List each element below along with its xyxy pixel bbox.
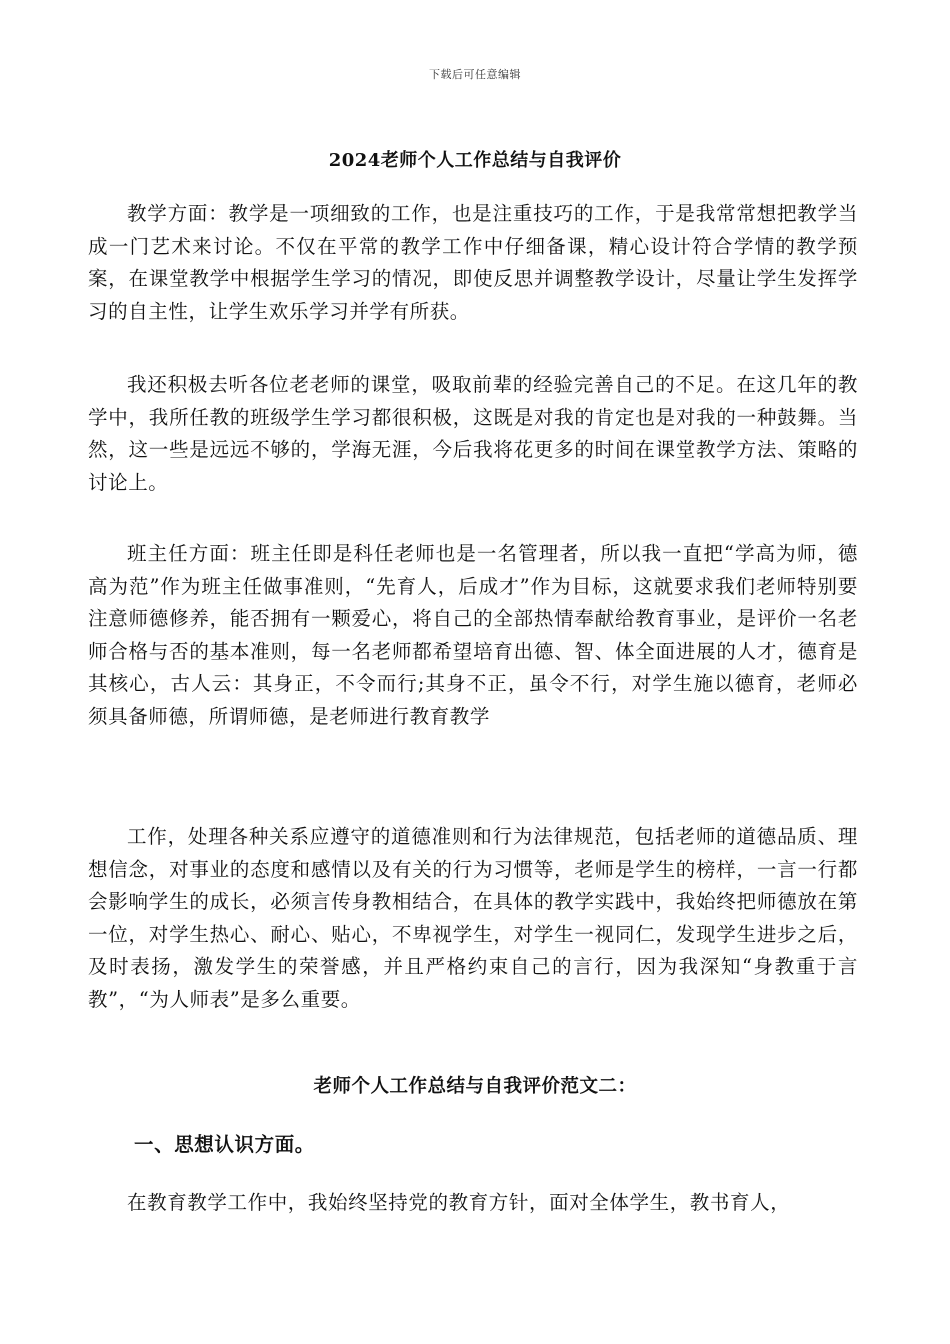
- paragraph-learning: 我还积极去听各位老老师的课堂，吸取前辈的经验完善自己的不足。在这几年的教学中，我所任教的班级学生学习都很积极，这既是对我的肯定也是对我的一种鼓舞。当然，这一些是远远不够的，学海无涯，今后我将花更多的时间在课堂教学方法、策略的讨论上。: [88, 373, 858, 494]
- paragraph-ethics: 工作，处理各种关系应遵守的道德准则和行为法律规范，包括老师的道德品质、理想信念，对事业的态度和感情以及有关的行为习惯等，老师是学生的榜样，一言一行都会影响学生的成长，必须言传身教相结合，在具体的教学实践中，我始终把师德放在第一位，对学生热心、耐心、贴心，不卑视学生，对学生一视同仁，发现学生进步之后，及时表扬，激发学生的荣誉感，并且严格约束自己的言行，因为我深知“身教重于言教”，“为人师表”是多么重要。: [88, 825, 858, 1011]
- document-title: 2024老师个人工作总结与自我评价: [328, 150, 622, 171]
- section-title: 老师个人工作总结与自我评价范文二：: [313, 1076, 637, 1097]
- paragraph-teaching: 教学方面：教学是一项细致的工作，也是注重技巧的工作，于是我常常想把教学当成一门艺术来讨论。不仅在平常的教学工作中仔细备课，精心设计符合学情的教学预案，在课堂教学中根据学生学习的情况，即使反思并调整教学设计，尽量让学生发挥学习的自主性，让学生欢乐学习并学有所获。: [88, 202, 858, 323]
- subheading: 一、思想认识方面。: [134, 1133, 315, 1156]
- header-note: 下载后可任意编辑: [429, 68, 521, 81]
- paragraph-class-teacher: 班主任方面：班主任即是科任老师也是一名管理者，所以我一直把“学高为师，德高为范”作为班主任做事准则，“先育人，后成才”作为目标，这就要求我们老师特别要注意师德修养，能否拥有一颗爱心，将自己的全部热情奉献给教育事业，是评价一名老师合格与否的基本准则，每一名老师都希望培育出德、智、体全面进展的人才，德育是其核心，古人云：其身正，不令而行;其身不正，虽令不行，对学生施以德育，老师必须具备师德，所谓师德，是老师进行教育教学: [88, 542, 858, 728]
- paragraph-education-work: 在教育教学工作中，我始终坚持党的教育方针，面对全体学生，教书育人，: [127, 1191, 791, 1214]
